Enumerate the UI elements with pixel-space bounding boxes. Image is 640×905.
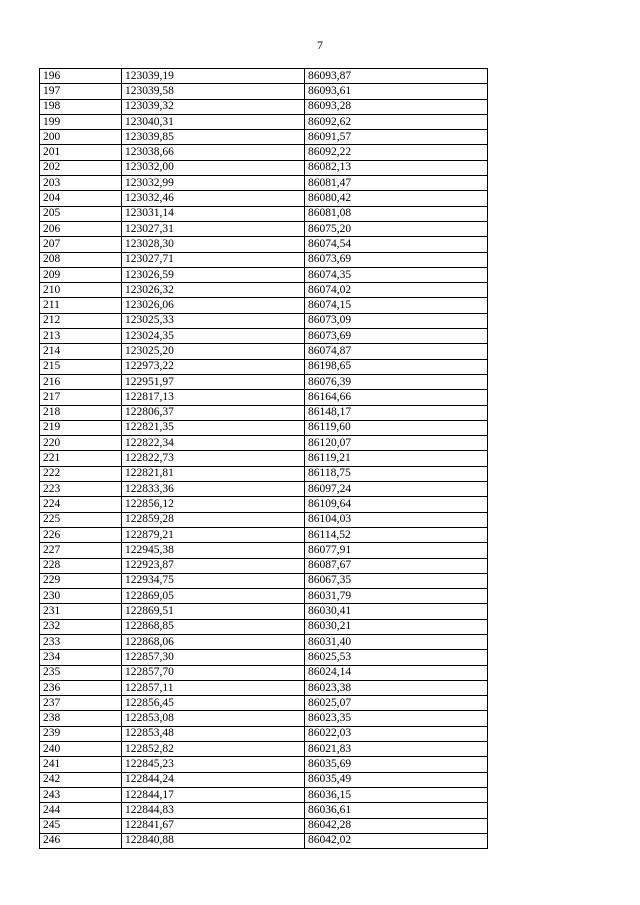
y-coordinate-cell: 86074,02 [305, 283, 488, 298]
table-row [40, 757, 488, 772]
y-coordinate-cell: 86080,42 [305, 191, 488, 206]
y-coordinate-cell: 86148,17 [305, 405, 488, 420]
point-number-cell: 245 [40, 818, 122, 833]
point-number-cell: 220 [40, 436, 122, 451]
table-row [40, 833, 488, 848]
page-number: 7 [317, 38, 323, 52]
table-row [40, 466, 488, 481]
table-row [40, 145, 488, 160]
y-coordinate-cell: 86074,35 [305, 267, 488, 282]
point-number-cell: 203 [40, 176, 122, 191]
table-row [40, 374, 488, 389]
point-number-cell: 208 [40, 252, 122, 267]
x-coordinate-cell: 122840,88 [122, 833, 305, 848]
point-number-cell: 205 [40, 206, 122, 221]
table-row [40, 329, 488, 344]
point-number-cell: 218 [40, 405, 122, 420]
table-row [40, 527, 488, 542]
table-row [40, 451, 488, 466]
y-coordinate-cell: 86081,08 [305, 206, 488, 221]
point-number-cell: 239 [40, 726, 122, 741]
table-row [40, 680, 488, 695]
coordinates-table [39, 68, 488, 849]
x-coordinate-cell: 123025,33 [122, 313, 305, 328]
x-coordinate-cell: 122844,83 [122, 803, 305, 818]
x-coordinate-cell: 122868,85 [122, 619, 305, 634]
x-coordinate-cell: 122817,13 [122, 390, 305, 405]
y-coordinate-cell: 86097,24 [305, 482, 488, 497]
table-row [40, 160, 488, 175]
point-number-cell: 201 [40, 145, 122, 160]
table-row [40, 650, 488, 665]
y-coordinate-cell: 86021,83 [305, 742, 488, 757]
x-coordinate-cell: 122844,24 [122, 772, 305, 787]
x-coordinate-cell: 123026,59 [122, 267, 305, 282]
y-coordinate-cell: 86031,79 [305, 589, 488, 604]
table-row [40, 558, 488, 573]
x-coordinate-cell: 122869,51 [122, 604, 305, 619]
table-row [40, 344, 488, 359]
y-coordinate-cell: 86074,54 [305, 237, 488, 252]
point-number-cell: 241 [40, 757, 122, 772]
x-coordinate-cell: 123026,32 [122, 283, 305, 298]
x-coordinate-cell: 122879,21 [122, 527, 305, 542]
point-number-cell: 206 [40, 221, 122, 236]
point-number-cell: 232 [40, 619, 122, 634]
table-row [40, 497, 488, 512]
y-coordinate-cell: 86198,65 [305, 359, 488, 374]
y-coordinate-cell: 86067,35 [305, 573, 488, 588]
table-row [40, 543, 488, 558]
x-coordinate-cell: 123032,99 [122, 176, 305, 191]
table-row [40, 99, 488, 114]
y-coordinate-cell: 86077,91 [305, 543, 488, 558]
point-number-cell: 196 [40, 69, 122, 84]
point-number-cell: 209 [40, 267, 122, 282]
point-number-cell: 214 [40, 344, 122, 359]
y-coordinate-cell: 86120,07 [305, 436, 488, 451]
table-row [40, 742, 488, 757]
x-coordinate-cell: 122821,35 [122, 420, 305, 435]
y-coordinate-cell: 86035,69 [305, 757, 488, 772]
y-coordinate-cell: 86031,40 [305, 634, 488, 649]
point-number-cell: 246 [40, 833, 122, 848]
point-number-cell: 197 [40, 84, 122, 99]
point-number-cell: 207 [40, 237, 122, 252]
point-number-cell: 211 [40, 298, 122, 313]
y-coordinate-cell: 86119,60 [305, 420, 488, 435]
y-coordinate-cell: 86024,14 [305, 665, 488, 680]
x-coordinate-cell: 122859,28 [122, 512, 305, 527]
x-coordinate-cell: 122923,87 [122, 558, 305, 573]
table-row [40, 665, 488, 680]
table-row [40, 696, 488, 711]
table-row [40, 359, 488, 374]
x-coordinate-cell: 122869,05 [122, 589, 305, 604]
x-coordinate-cell: 122821,81 [122, 466, 305, 481]
x-coordinate-cell: 122822,34 [122, 436, 305, 451]
y-coordinate-cell: 86023,38 [305, 680, 488, 695]
table-row [40, 221, 488, 236]
x-coordinate-cell: 122853,08 [122, 711, 305, 726]
x-coordinate-cell: 123039,32 [122, 99, 305, 114]
y-coordinate-cell: 86092,22 [305, 145, 488, 160]
y-coordinate-cell: 86076,39 [305, 374, 488, 389]
y-coordinate-cell: 86035,49 [305, 772, 488, 787]
table-row [40, 298, 488, 313]
y-coordinate-cell: 86109,64 [305, 497, 488, 512]
point-number-cell: 227 [40, 543, 122, 558]
x-coordinate-cell: 123024,35 [122, 329, 305, 344]
point-number-cell: 228 [40, 558, 122, 573]
table-row [40, 405, 488, 420]
y-coordinate-cell: 86073,69 [305, 252, 488, 267]
x-coordinate-cell: 123039,19 [122, 69, 305, 84]
x-coordinate-cell: 122833,36 [122, 482, 305, 497]
y-coordinate-cell: 86073,09 [305, 313, 488, 328]
x-coordinate-cell: 123040,31 [122, 114, 305, 129]
y-coordinate-cell: 86082,13 [305, 160, 488, 175]
point-number-cell: 244 [40, 803, 122, 818]
table-row [40, 420, 488, 435]
y-coordinate-cell: 86119,21 [305, 451, 488, 466]
x-coordinate-cell: 123038,66 [122, 145, 305, 160]
table-row [40, 512, 488, 527]
table-row [40, 390, 488, 405]
x-coordinate-cell: 122844,17 [122, 787, 305, 802]
table-row [40, 283, 488, 298]
point-number-cell: 238 [40, 711, 122, 726]
y-coordinate-cell: 86030,41 [305, 604, 488, 619]
x-coordinate-cell: 122841,67 [122, 818, 305, 833]
point-number-cell: 230 [40, 589, 122, 604]
y-coordinate-cell: 86025,53 [305, 650, 488, 665]
y-coordinate-cell: 86022,03 [305, 726, 488, 741]
point-number-cell: 213 [40, 329, 122, 344]
point-number-cell: 243 [40, 787, 122, 802]
x-coordinate-cell: 122822,73 [122, 451, 305, 466]
x-coordinate-cell: 122934,75 [122, 573, 305, 588]
x-coordinate-cell: 123031,14 [122, 206, 305, 221]
point-number-cell: 198 [40, 99, 122, 114]
y-coordinate-cell: 86030,21 [305, 619, 488, 634]
point-number-cell: 233 [40, 634, 122, 649]
point-number-cell: 217 [40, 390, 122, 405]
x-coordinate-cell: 122806,37 [122, 405, 305, 420]
point-number-cell: 202 [40, 160, 122, 175]
x-coordinate-cell: 122951,97 [122, 374, 305, 389]
table-row [40, 604, 488, 619]
y-coordinate-cell: 86093,61 [305, 84, 488, 99]
x-coordinate-cell: 123039,85 [122, 130, 305, 145]
point-number-cell: 236 [40, 680, 122, 695]
x-coordinate-cell: 122857,70 [122, 665, 305, 680]
point-number-cell: 229 [40, 573, 122, 588]
table-row [40, 252, 488, 267]
y-coordinate-cell: 86081,47 [305, 176, 488, 191]
y-coordinate-cell: 86025,07 [305, 696, 488, 711]
table-row [40, 267, 488, 282]
point-number-cell: 212 [40, 313, 122, 328]
y-coordinate-cell: 86087,67 [305, 558, 488, 573]
point-number-cell: 200 [40, 130, 122, 145]
table-row [40, 619, 488, 634]
point-number-cell: 221 [40, 451, 122, 466]
table-row [40, 237, 488, 252]
x-coordinate-cell: 122856,12 [122, 497, 305, 512]
x-coordinate-cell: 122857,11 [122, 680, 305, 695]
table-row [40, 726, 488, 741]
point-number-cell: 223 [40, 482, 122, 497]
point-number-cell: 215 [40, 359, 122, 374]
table-row [40, 84, 488, 99]
table-row [40, 191, 488, 206]
table-row [40, 772, 488, 787]
point-number-cell: 222 [40, 466, 122, 481]
table-row [40, 787, 488, 802]
x-coordinate-cell: 122845,23 [122, 757, 305, 772]
y-coordinate-cell: 86042,02 [305, 833, 488, 848]
y-coordinate-cell: 86093,28 [305, 99, 488, 114]
table-row [40, 818, 488, 833]
point-number-cell: 224 [40, 497, 122, 512]
x-coordinate-cell: 122973,22 [122, 359, 305, 374]
y-coordinate-cell: 86074,87 [305, 344, 488, 359]
point-number-cell: 219 [40, 420, 122, 435]
table-row [40, 573, 488, 588]
table-row [40, 176, 488, 191]
point-number-cell: 235 [40, 665, 122, 680]
point-number-cell: 237 [40, 696, 122, 711]
x-coordinate-cell: 122853,48 [122, 726, 305, 741]
point-number-cell: 231 [40, 604, 122, 619]
y-coordinate-cell: 86092,62 [305, 114, 488, 129]
table-row [40, 482, 488, 497]
y-coordinate-cell: 86091,57 [305, 130, 488, 145]
point-number-cell: 225 [40, 512, 122, 527]
table-row [40, 69, 488, 84]
point-number-cell: 234 [40, 650, 122, 665]
y-coordinate-cell: 86093,87 [305, 69, 488, 84]
y-coordinate-cell: 86075,20 [305, 221, 488, 236]
x-coordinate-cell: 123039,58 [122, 84, 305, 99]
x-coordinate-cell: 123027,71 [122, 252, 305, 267]
table-row [40, 313, 488, 328]
coordinates-table-body [40, 69, 488, 849]
x-coordinate-cell: 123026,06 [122, 298, 305, 313]
table-row [40, 114, 488, 129]
point-number-cell: 242 [40, 772, 122, 787]
x-coordinate-cell: 122856,45 [122, 696, 305, 711]
table-row [40, 130, 488, 145]
y-coordinate-cell: 86036,15 [305, 787, 488, 802]
table-row [40, 634, 488, 649]
point-number-cell: 204 [40, 191, 122, 206]
x-coordinate-cell: 123027,31 [122, 221, 305, 236]
table-row [40, 436, 488, 451]
x-coordinate-cell: 122868,06 [122, 634, 305, 649]
y-coordinate-cell: 86042,28 [305, 818, 488, 833]
y-coordinate-cell: 86104,03 [305, 512, 488, 527]
y-coordinate-cell: 86023,35 [305, 711, 488, 726]
x-coordinate-cell: 122852,82 [122, 742, 305, 757]
table-row [40, 589, 488, 604]
y-coordinate-cell: 86036,61 [305, 803, 488, 818]
x-coordinate-cell: 123025,20 [122, 344, 305, 359]
y-coordinate-cell: 86073,69 [305, 329, 488, 344]
table-row [40, 803, 488, 818]
table-row [40, 711, 488, 726]
point-number-cell: 210 [40, 283, 122, 298]
x-coordinate-cell: 122857,30 [122, 650, 305, 665]
x-coordinate-cell: 123032,00 [122, 160, 305, 175]
x-coordinate-cell: 122945,38 [122, 543, 305, 558]
y-coordinate-cell: 86114,52 [305, 527, 488, 542]
point-number-cell: 240 [40, 742, 122, 757]
x-coordinate-cell: 123028,30 [122, 237, 305, 252]
x-coordinate-cell: 123032,46 [122, 191, 305, 206]
table-row [40, 206, 488, 221]
y-coordinate-cell: 86074,15 [305, 298, 488, 313]
point-number-cell: 216 [40, 374, 122, 389]
point-number-cell: 226 [40, 527, 122, 542]
y-coordinate-cell: 86164,66 [305, 390, 488, 405]
point-number-cell: 199 [40, 114, 122, 129]
y-coordinate-cell: 86118,75 [305, 466, 488, 481]
